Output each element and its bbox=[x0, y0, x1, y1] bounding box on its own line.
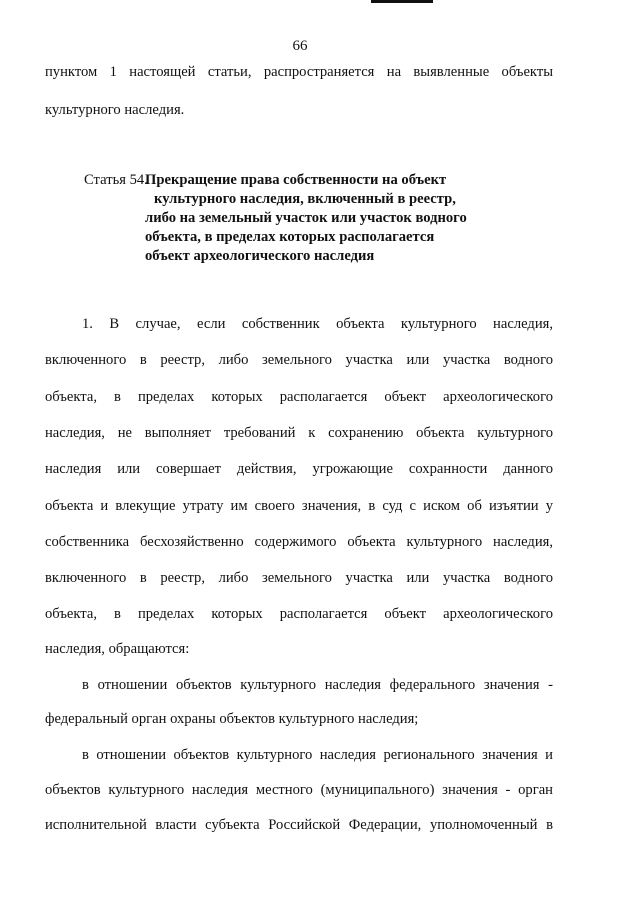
intro-line: культурного наследия. bbox=[45, 102, 185, 118]
body-line: исполнительной власти субъекта Российской Федерации, уполномоченный в bbox=[45, 817, 553, 833]
article-title-line: объект археологического наследия bbox=[145, 248, 375, 264]
body-line: включенного в реестр, либо земельного участка или участка водного bbox=[45, 352, 553, 368]
body-line: объекта и влекущие утрату им своего значения, в суд с иском об изъятии у bbox=[45, 498, 553, 514]
article-number: Статья 54. bbox=[84, 172, 148, 188]
page-number: 66 bbox=[292, 38, 308, 54]
body-line: наследия, не выполняет требований к сохранению объекта культурного bbox=[45, 425, 553, 441]
body-line: федеральный орган охраны объектов культурного наследия; bbox=[45, 711, 419, 727]
body-line: объекта, в пределах которых располагается объект археологического bbox=[45, 389, 553, 405]
body-line: наследия или совершает действия, угрожающие сохранности данного bbox=[45, 461, 553, 477]
top-edge-mark bbox=[371, 0, 433, 3]
article-title-line: культурного наследия, включенный в реестр, bbox=[154, 191, 456, 207]
body-line: включенного в реестр, либо земельного участка или участка водного bbox=[45, 570, 553, 586]
body-line: наследия, обращаются: bbox=[45, 641, 190, 657]
body-line: в отношении объектов культурного наследия федерального значения - bbox=[82, 677, 553, 693]
article-title-line: объекта, в пределах которых располагается bbox=[145, 229, 435, 245]
intro-line: пунктом 1 настоящей статьи, распространяется на выявленные объекты bbox=[45, 64, 553, 80]
body-line: собственника бесхозяйственно содержимого объекта культурного наследия, bbox=[45, 534, 553, 550]
body-line: 1. В случае, если собственник объекта культурного наследия, bbox=[82, 316, 553, 332]
article-title bbox=[145, 171, 505, 266]
body-line: в отношении объектов культурного наследия регионального значения и bbox=[82, 747, 553, 763]
body-line: объектов культурного наследия местного (муниципального) значения - орган bbox=[45, 782, 553, 798]
article-title-line: либо на земельный участок или участок водного bbox=[145, 210, 467, 226]
body-line: объекта, в пределах которых располагается объект археологического bbox=[45, 606, 553, 622]
article-title-line: Прекращение права собственности на объект bbox=[145, 172, 447, 188]
